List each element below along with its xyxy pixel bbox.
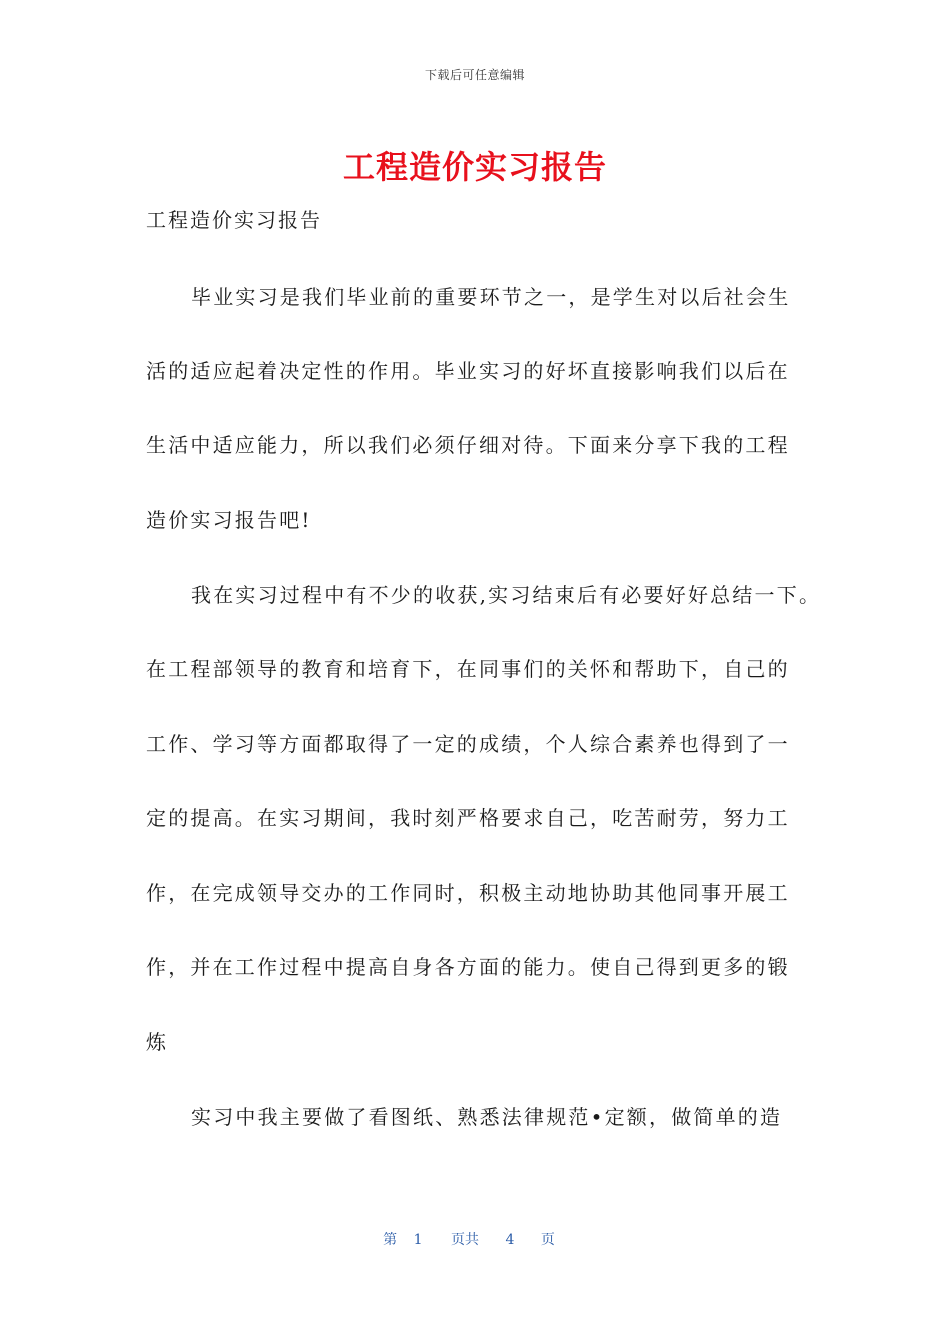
paragraph-line: 炼 (146, 1030, 169, 1054)
paragraph-line: 作，并在工作过程中提高自身各方面的能力。使自己得到更多的锻 (146, 955, 790, 979)
footer-label-end: 页 (540, 1232, 555, 1248)
footer-label-of: 页共 (451, 1232, 479, 1248)
footer-total-pages: 4 (505, 1232, 515, 1248)
paragraph-line: 毕业实习是我们毕业前的重要环节之一，是学生对以后社会生 (191, 285, 791, 309)
document-subtitle: 工程造价实习报告 (146, 208, 322, 232)
paragraph-line: 定的提高。在实习期间，我时刻严格要求自己，吃苦耐劳，努力工 (146, 806, 790, 830)
paragraph-line: 我在实习过程中有不少的收获,实习结束后有必要好好总结一下。 (191, 583, 822, 607)
paragraph-line: 实习中我主要做了看图纸、熟悉法律规范•定额，做简单的造 (191, 1105, 783, 1129)
paragraph-line: 活的适应起着决定性的作用。毕业实习的好坏直接影响我们以后在 (146, 359, 790, 383)
page-header-note: 下载后可任意编辑 (424, 68, 525, 82)
paragraph-line: 工作、学习等方面都取得了一定的成绩，个人综合素养也得到了一 (146, 732, 790, 756)
document-title: 工程造价实习报告 (342, 148, 607, 186)
paragraph-line: 作，在完成领导交办的工作同时，积极主动地协助其他同事开展工 (146, 881, 790, 905)
paragraph-line: 在工程部领导的教育和培育下，在同事们的关怀和帮助下，自己的 (146, 657, 790, 681)
paragraph-line: 造价实习报告吧! (146, 508, 312, 532)
page-footer (0, 1229, 950, 1249)
footer-current-page: 1 (413, 1232, 423, 1248)
paragraph-line: 生活中适应能力，所以我们必须仔细对待。下面来分享下我的工程 (146, 433, 790, 457)
footer-label-page: 第 (383, 1232, 398, 1248)
